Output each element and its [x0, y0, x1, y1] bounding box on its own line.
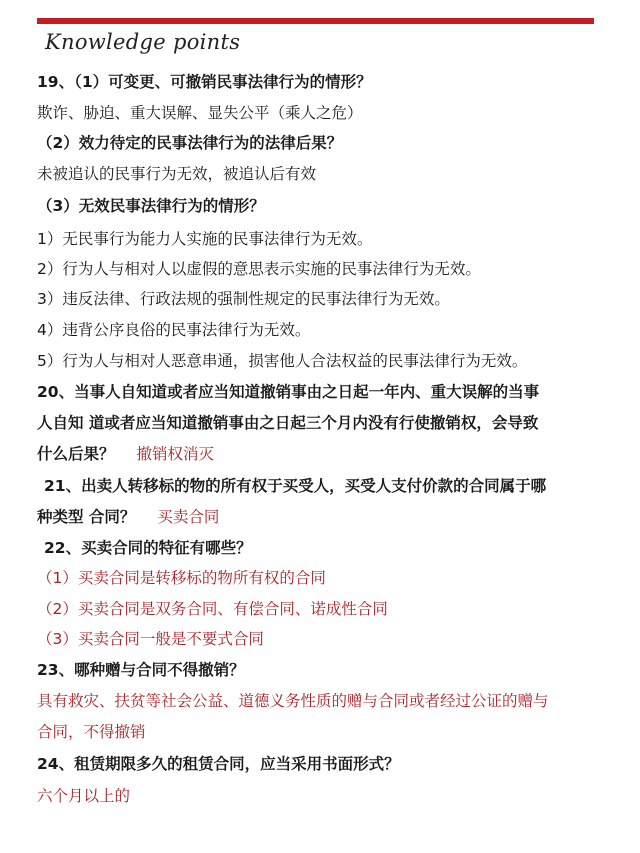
answer-22-item-2: （2）买卖合同是双务合同、有偿合同、诺成性合同: [37, 600, 388, 618]
answer-19-3-item-4: 4）违背公序良俗的民事法律行为无效。: [37, 321, 311, 339]
question-22: 22、买卖合同的特征有哪些？: [44, 539, 252, 557]
question-19-1: 19、（1）可变更、可撤销民事法律行为的情形？: [37, 73, 372, 91]
answer-22-item-3: （3）买卖合同一般是不要式合同: [37, 630, 264, 648]
question-21-line-1: 21、出卖人转移标的物的所有权于买受人，买受人支付价款的合同属于哪: [44, 477, 547, 495]
question-20-line-3: [37, 444, 214, 464]
answer-21: 买卖合同: [157, 508, 220, 526]
answer-23-line-2: 合同，不得撤销: [37, 723, 146, 741]
answer-24: 六个月以上的: [37, 787, 131, 805]
answer-19-2: 未被追认的民事行为无效，被追认后有效: [37, 165, 317, 183]
answer-22-item-1: （1）买卖合同是转移标的物所有权的合同: [37, 569, 326, 587]
answer-19-3-item-2: 2）行为人与相对人以虚假的意思表示实施的民事法律行为无效。: [37, 260, 481, 278]
question-21-line-2: [37, 507, 219, 527]
question-21-text: 种类型 合同？: [37, 508, 136, 526]
question-20-text: 什么后果？: [37, 445, 115, 463]
answer-23-line-1: 具有救灾、扶贫等社会公益、道德义务性质的赠与合同或者经过公证的赠与: [37, 692, 549, 710]
answer-19-3-item-5: 5）行为人与相对人恶意串通，损害他人合法权益的民事法律行为无效。: [37, 352, 528, 370]
answer-19-3-item-3: 3）违反法律、行政法规的强制性规定的民事法律行为无效。: [37, 290, 450, 308]
question-23: 23、哪种赠与合同不得撤销？: [37, 661, 245, 679]
answer-19-1: 欺诈、胁迫、重大误解、显失公平（乘人之危）: [37, 104, 363, 122]
question-20-line-2: 人自知 道或者应当知道撤销事由之日起三个月内没有行使撤销权，会导致: [37, 414, 539, 432]
question-19-2: （2）效力待定的民事法律行为的法律后果？: [37, 134, 343, 152]
answer-20: 撤销权消灭: [136, 445, 215, 463]
page-header-title: Knowledge points: [45, 30, 241, 54]
answer-19-3-item-1: 1）无民事行为能力人实施的民事法律行为无效。: [37, 230, 373, 248]
top-accent-bar: [37, 18, 594, 24]
question-24: 24、租赁期限多久的租赁合同，应当采用书面形式？: [37, 755, 400, 773]
question-19-3: （3）无效民事法律行为的情形？: [37, 197, 265, 215]
question-20-line-1: 20、当事人自知道或者应当知道撤销事由之日起一年内、重大误解的当事: [37, 383, 540, 401]
